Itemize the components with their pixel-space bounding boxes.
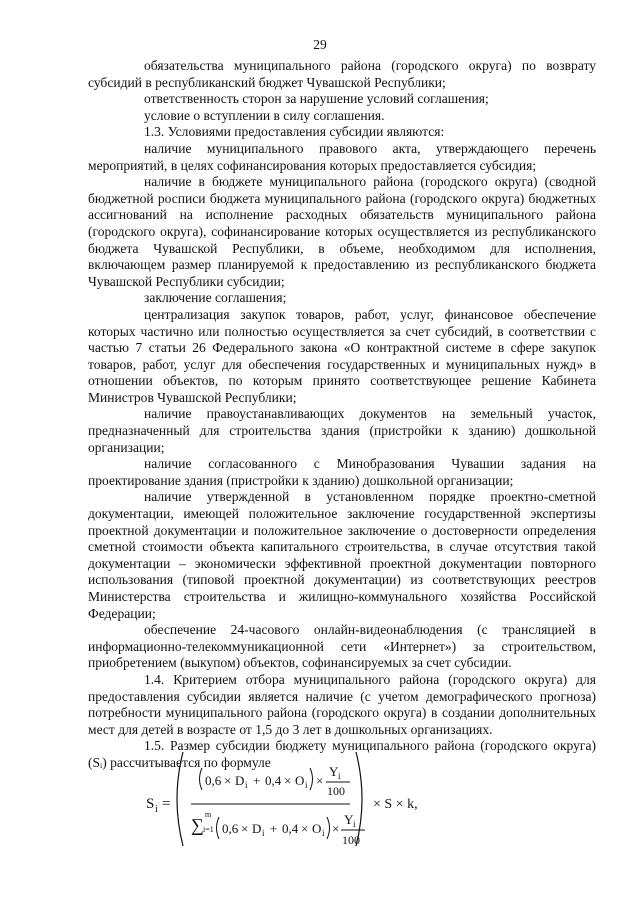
- body-text: [88, 58, 596, 772]
- svg-text:×: ×: [316, 773, 324, 788]
- paragraph: централизация закупок товаров, работ, услуг, финансовое обеспечение которых частично или полностью осуществляется за счет субсидий, в соответствии с частью 7 статьи 26 Федерального закона «О контрактной системе в сфере закупок товаров, работ, услуг для обеспечения государственных и муниципальных нужд» в отношении объектов, по которым принято соответствующее решение Кабинета Министров Чувашской Республики;: [88, 306, 596, 405]
- svg-text:Y: Y: [344, 812, 354, 827]
- svg-text:×: ×: [301, 821, 309, 836]
- svg-text:0,4: 0,4: [265, 773, 282, 788]
- paragraph: заключение соглашения;: [144, 290, 287, 306]
- paragraph: наличие в бюджете муниципального района (городского округа) (сводной бюджетной росписи бюджета муниципального района (городского округа) бюджетных ассигнований на исполнение расходных обязательств муниципального района (городского округа), софинансирование которых осуществляется из республиканского бюджета Чувашской Республики, в объеме, необходимом для исполнения, включающем размер планируемой к предоставлению из республиканского бюджета Чувашской Республики субсидии;: [88, 174, 596, 289]
- formula-lhs-sub: i: [155, 804, 158, 815]
- svg-text:i=1: i=1: [203, 825, 214, 834]
- svg-text:×: ×: [332, 821, 340, 836]
- svg-text:i: i: [245, 780, 248, 790]
- svg-text:i: i: [262, 828, 265, 838]
- paragraph: наличие утвержденной в установленном порядке проектно-сметной документации, имеющей положительное заключение государственной экспертизы проектной документации и положительное заключение о достоверности определения сметной стоимости объекта капитального строительства, в случае отсутствия такой документации – экономически эффективной проектной документации повторного использования (типовой проектной документации) из соответствующих реестров Министерства строительства и жилищно-коммунального хозяйства Российской Федерации;: [88, 489, 596, 621]
- paragraph: ответственность сторон за нарушение условий соглашения;: [144, 91, 489, 107]
- svg-text:O: O: [312, 821, 322, 836]
- outer-left-paren: [177, 752, 183, 846]
- svg-text:i: i: [322, 828, 325, 838]
- paragraph: наличие муниципального правового акта, утверждающего перечень мероприятий, в целях софинансирования которых предоставляется субсидия;: [88, 140, 596, 173]
- paragraph: наличие правоустанавливающих документов на земельный участок, предназначенный для строительства здания (пристройки к зданию) дошкольной организации;: [88, 406, 596, 455]
- svg-text:Y: Y: [329, 764, 339, 779]
- paragraph: 1.4. Критерием отбора муниципального района (городского округа) для предоставления субсидии является наличие (с учетом демографического прогноза) потребности муниципального района (городского округа) в создании дополнительных мест для детей в возрасте от 1,5 до 3 лет в дошкольных организациях.: [88, 671, 596, 737]
- formula-equals: =: [162, 796, 171, 812]
- svg-text:×: ×: [284, 773, 292, 788]
- paragraph: обеспечение 24-часового онлайн-видеонаблюдения (с трансляцией в информационно-телекоммуникационной сети «Интернет») за строительством, приобретением (выкупом) объектов, софинансируемых за счет субсидии.: [88, 622, 596, 671]
- paragraph: условие о вступлении в силу соглашения.: [144, 107, 385, 123]
- svg-text:O: O: [295, 773, 305, 788]
- svg-text:i: i: [353, 819, 356, 829]
- svg-text:0,4: 0,4: [282, 821, 299, 836]
- svg-text:i: i: [338, 771, 341, 781]
- svg-text:+: +: [270, 821, 278, 836]
- svg-text:i: i: [305, 780, 308, 790]
- paragraph: 1.5. Размер субсидии бюджету муниципального района (городского округа) (Sᵢ) рассчитывается по формуле: [88, 738, 596, 770]
- svg-text:+: +: [253, 773, 261, 788]
- svg-text:m: m: [205, 810, 212, 819]
- formula-lhs: S: [146, 796, 155, 812]
- paragraph: наличие согласованного с Минобразования Чувашии задания на проектирование здания (пристройки к зданию) дошкольной организации;: [88, 456, 596, 488]
- svg-text:D: D: [252, 821, 262, 836]
- sum-sign: ∑: [191, 815, 204, 835]
- svg-text:100: 100: [327, 784, 345, 798]
- subsidy-formula: [88, 742, 596, 857]
- outer-right-paren: [356, 752, 362, 846]
- svg-text:0,6: 0,6: [205, 773, 222, 788]
- svg-text:0,6: 0,6: [222, 821, 239, 836]
- paragraph: обязательства муниципального района (городского округа) по возврату субсидий в республиканский бюджет Чувашской Республики;: [88, 58, 596, 90]
- svg-text:100: 100: [342, 833, 360, 847]
- paragraph: 1.3. Условиями предоставления субсидии являются:: [144, 124, 445, 140]
- svg-text:×: ×: [241, 821, 249, 836]
- svg-text:D: D: [235, 773, 245, 788]
- svg-text:×: ×: [224, 773, 232, 788]
- page-number: 29: [313, 37, 327, 52]
- formula-tail: × S × k,: [373, 797, 418, 812]
- formula-svg: [88, 742, 596, 857]
